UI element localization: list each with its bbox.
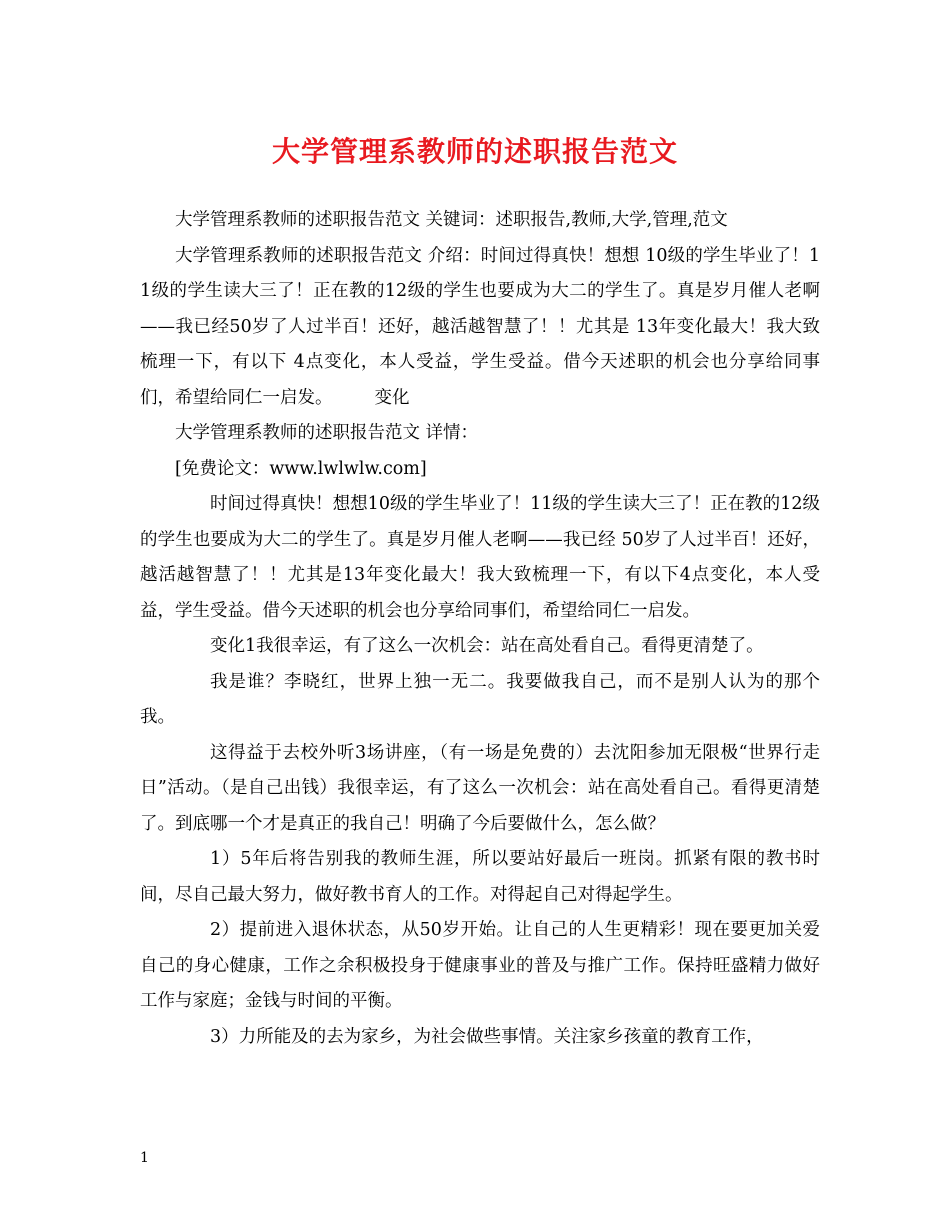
page-number: 1 — [140, 1150, 149, 1166]
body-paragraph: 这得益于去校外听3场讲座，（有一场是免费的）去沈阳参加无限极“世界行走日”活动。（是自己出钱）我很幸运，有了这么一次机会：站在高处看自己。看得更清楚了。到底哪一个才是真正的我自己！明确了今后要做什么，怎么做？ — [140, 742, 820, 834]
source-line: [免费论文：www.lwlwlw.com] — [175, 458, 427, 479]
body-paragraph: 我是谁？李晓红，世界上独一无二。我要做我自己，而不是别人认为的那个我。 — [140, 671, 820, 727]
keywords-line: 大学管理系教师的述职报告范文 关键词：述职报告,教师,大学,管理,范文 — [175, 210, 728, 230]
body-paragraph: 变化1我很幸运，有了这么一次机会：站在高处看自己。看得更清楚了。 — [210, 636, 764, 656]
body-paragraph: 1）5年后将告别我的教师生涯，所以要站好最后一班岗。抓紧有限的教书时间，尽自己最大努力，做好教书育人的工作。对得起自己对得起学生。 — [140, 849, 820, 905]
document-body — [140, 203, 820, 1055]
details-line: 大学管理系教师的述职报告范文 详情： — [175, 423, 479, 443]
body-paragraph: 3）力所能及的去为家乡，为社会做些事情。关注家乡孩童的教育工作， — [210, 1026, 764, 1047]
document-title: 大学管理系教师的述职报告范文 — [271, 135, 678, 168]
intro-tail: 变化 — [374, 387, 410, 408]
intro-text: 大学管理系教师的述职报告范文 介绍：时间过得真快！想想 10级的学生毕业了！11级的学生读大三了！正在教的12级的学生也要成为大二的学生了。真是岁月催人老啊——我已经50岁了人过半百！还好，越活越智慧了！！尤其是 13年变化最大！我大致梳理一下，有以下 4点变化，本人受益，学生受益。借今天述职的机会也分享给同事们，希望给同仁一启发。 — [140, 245, 820, 408]
intro-paragraph — [140, 239, 820, 417]
body-paragraph: 时间过得真快！想想10级的学生毕业了！11级的学生读大三了！正在教的12级的学生也要成为大二的学生了。真是岁月催人老啊——我已经 50岁了人过半百！还好，越活越智慧了！！尤其是13年变化最大！我大致梳理一下，有以下4点变化，本人受益，学生受益。借今天述职的机会也分享给同事们，希望给同仁一启发。 — [140, 494, 820, 621]
body-paragraph: 2）提前进入退休状态，从50岁开始。让自己的人生更精彩！现在要更加关爱自己的身心健康，工作之余积极投身于健康事业的普及与推广工作。保持旺盛精力做好工作与家庭；金钱与时间的平衡。 — [140, 920, 820, 1011]
